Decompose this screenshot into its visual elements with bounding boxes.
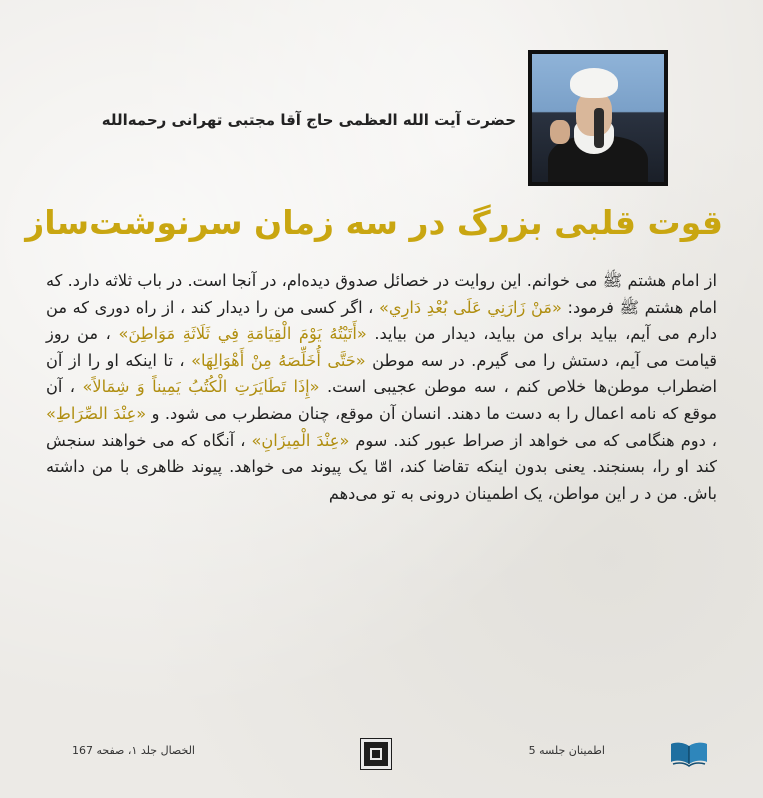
body-sentence: ، اگر کسی من را دیدار کند ، از راه دوری که من دارم می آیم، بیاید برای من بیاید، دیدار من بیاید.	[46, 297, 717, 344]
body-sentence: ، آن موقع که نامه اعمال را به دست ما دهند. انسان آن موقع، چنان مضطرب می شود. و	[46, 377, 717, 423]
source-reference: الخصال جلد ۱، صفحه 167	[72, 744, 195, 757]
body-sentence: ، من روز قیامت می آیم، دستش را می گیرم. در سه موطن	[46, 324, 717, 370]
quote-arabic: «إِذَا تَطَايَرَتِ الْكُتُبُ يَمِيناً وَ شِمَالاً»	[82, 377, 320, 397]
body-sentence: از امام هشتم ﷺ می خوانم. این روایت در خصائل صدوق دیده‌ام، در آنجا است. در باب ثلاثه دارد. که امام هشتم ﷺ فرمود:	[46, 271, 717, 317]
quote-arabic: «عِنْدَ الْمِيزَانِ»	[251, 430, 350, 450]
quote-arabic: «أَتَيْتُهُ يَوْمَ الْقِيَامَةِ فِي ثَلَاثَةِ مَوَاطِنَ»	[118, 324, 367, 344]
body-text	[46, 268, 717, 507]
body-sentence: ، دوم هنگامی که می خواهد از صراط عبور کند. سوم	[355, 430, 718, 450]
book-icon	[669, 738, 709, 768]
speaker-name: حضرت آیت الله العظمی حاج آقا مجتبی تهرانی رحمه‌الله	[101, 111, 516, 129]
page-title: قوت قلبی بزرگ در سه زمان سرنوشت‌ساز	[25, 203, 723, 242]
quote-arabic: «حَتَّى أُخَلِّصَهُ مِنْ أَهْوَالِهَا»	[191, 350, 366, 370]
session-label: اطمینان جلسه 5	[528, 744, 605, 757]
speaker-portrait	[528, 50, 668, 186]
calligraphy-logo-icon	[361, 739, 391, 769]
quote-arabic: «عِنْدَ الصِّرَاطِ»	[46, 403, 147, 423]
body-sentence: ، تا اینکه او را از آن اضطراب موطن‌ها خلاص کنم ، سه موطن عجیبی است.	[46, 350, 717, 397]
body-sentence: ، آنگاه که می خواهند سنجش کند او را، بسنجند. یعنی بدون اینکه تقاضا کند، امّا یک پیوند می خواهد. پیوند ظاهری با من داشته باش. من د ر این مواطن، یک اطمینان درونی به تو می‌دهم	[46, 430, 717, 503]
quote-arabic: «مَنْ زَارَنِي عَلَى بُعْدِ دَارِي»	[379, 297, 562, 317]
